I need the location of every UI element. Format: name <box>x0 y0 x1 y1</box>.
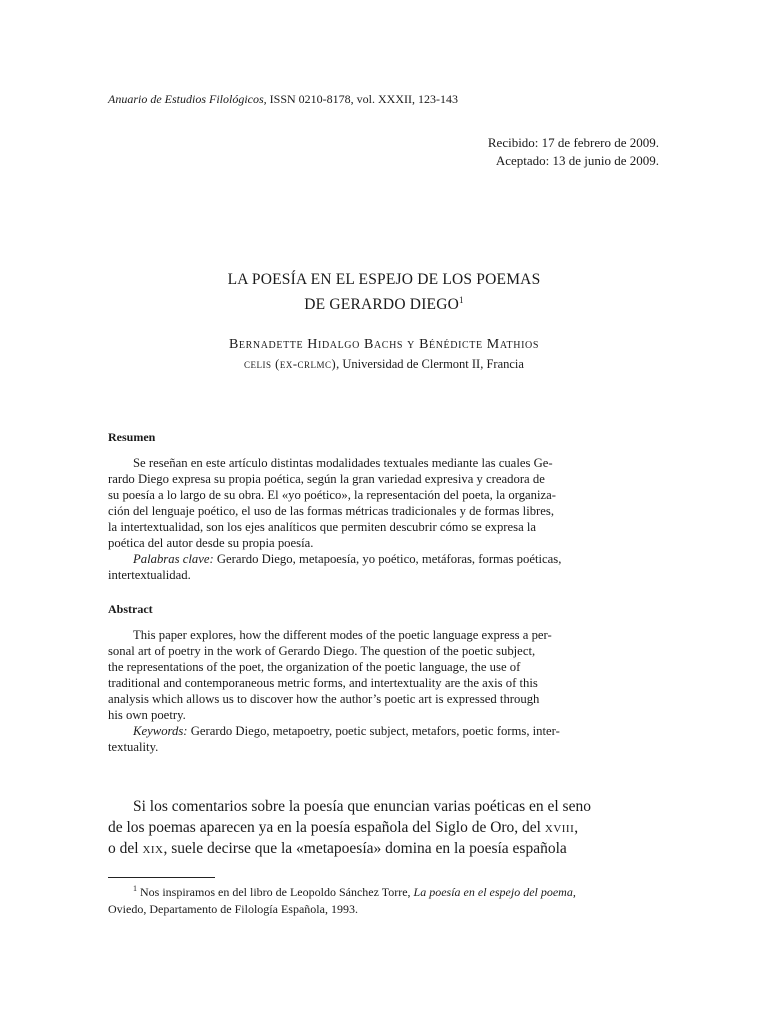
body-line-3-start: o del <box>108 840 143 857</box>
body-line-2-end: , <box>574 819 579 836</box>
affiliation-center: celis (ex-crlmc) <box>244 357 337 371</box>
abstract-line: This paper explores, how the different modes of the poetic language express a per- <box>133 628 552 642</box>
author-affiliation <box>0 357 768 372</box>
resumen-keywords-text: Gerardo Diego, metapoesía, yo poético, metáforas, formas poéticas, <box>213 552 562 566</box>
resumen-line: poética del autor desde su propia poesía. <box>108 536 314 550</box>
resumen-line: Se reseñan en este artículo distintas modalidades textuales mediante las cuales Ge- <box>133 456 553 470</box>
century-xviii: xviii <box>544 819 575 836</box>
journal-details: ISSN 0210-8178, vol. XXXII, 123-143 <box>266 92 458 106</box>
received-date: Recibido: 17 de febrero de 2009. <box>487 135 659 150</box>
footnote-cited-title: La poesía en el espejo del poema, <box>413 885 576 899</box>
abstract-heading: Abstract <box>108 602 153 616</box>
resumen-line: rardo Diego expresa su propia poética, según la gran variedad expresiva y creadora de <box>108 472 545 486</box>
resumen-line: su poesía a lo largo de su obra. El «yo poético», la representación del poeta, la organiza- <box>108 488 557 502</box>
abstract-line: analysis which allows us to discover how the author’s poetic art is expressed through <box>108 692 540 706</box>
body-paragraph <box>108 796 659 859</box>
resumen-keywords-cont: intertextualidad. <box>108 568 191 582</box>
body-line-2 <box>108 817 659 838</box>
resumen-line: la intertextualidad, son los ejes analíticos que permiten descubrir cómo se expresa la <box>108 520 537 534</box>
resumen-keywords <box>108 551 659 567</box>
submission-dates <box>488 134 659 170</box>
journal-citation <box>108 92 458 107</box>
resumen-heading: Resumen <box>108 430 156 444</box>
footnote-line-1 <box>108 880 659 901</box>
affiliation-rest: , Universidad de Clermont II, Francia <box>336 357 524 371</box>
resumen-paragraph <box>108 455 659 583</box>
footnote <box>108 880 659 918</box>
abstract-line: sonal art of poetry in the work of Gerardo Diego. The question of the poetic subject, <box>108 644 536 658</box>
article-title <box>0 270 768 315</box>
author-names: Bernadette Hidalgo Bachs y Bénédicte Mathios <box>228 337 539 352</box>
abstract-line: the representations of the poet, the organization of the poetic language, the use of <box>108 660 521 674</box>
abstract-line: his own poetry. <box>108 708 186 722</box>
title-line-1: LA POESÍA EN EL ESPEJO DE LOS POEMAS <box>227 271 541 288</box>
body-line-3-text: , suele decirse que la «metapoesía» domina en la poesía española <box>163 840 567 857</box>
body-line-1: Si los comentarios sobre la poesía que enuncian varias poéticas en el seno <box>133 798 591 815</box>
accepted-date: Aceptado: 13 de junio de 2009. <box>495 153 659 168</box>
abstract-paragraph <box>108 627 659 755</box>
body-line-2-text: de los poemas aparecen ya en la poesía española del Siglo de Oro, del <box>108 819 545 836</box>
footnote-divider <box>108 877 215 878</box>
title-line-2-text: DE GERARDO DIEGO <box>304 296 460 314</box>
abstract-keywords-label: Keywords: <box>133 724 188 738</box>
title-line-2 <box>0 290 768 315</box>
footnote-text: Nos inspiramos en del libro de Leopoldo Sánchez Torre, <box>137 885 414 899</box>
journal-name: Anuario de Estudios Filológicos, <box>108 92 267 106</box>
abstract-keywords-cont: textuality. <box>108 740 159 754</box>
resumen-keywords-label: Palabras clave: <box>133 552 214 566</box>
abstract-line: traditional and contemporaneous metric forms, and intertextuality are the axis of this <box>108 676 538 690</box>
body-line-3 <box>108 838 659 859</box>
footnote-line-2: Oviedo, Departamento de Filología Española, 1993. <box>108 902 358 916</box>
century-xix: xix <box>142 840 164 857</box>
abstract-keywords <box>108 723 659 739</box>
title-footnote-mark: 1 <box>459 295 464 305</box>
resumen-line: ción del lenguaje poético, el uso de las formas métricas tradicionales y de formas libres, <box>108 504 555 518</box>
footnote-mark: 1 <box>133 884 137 893</box>
abstract-keywords-text: Gerardo Diego, metapoetry, poetic subject, metafors, poetic forms, inter- <box>187 724 560 738</box>
